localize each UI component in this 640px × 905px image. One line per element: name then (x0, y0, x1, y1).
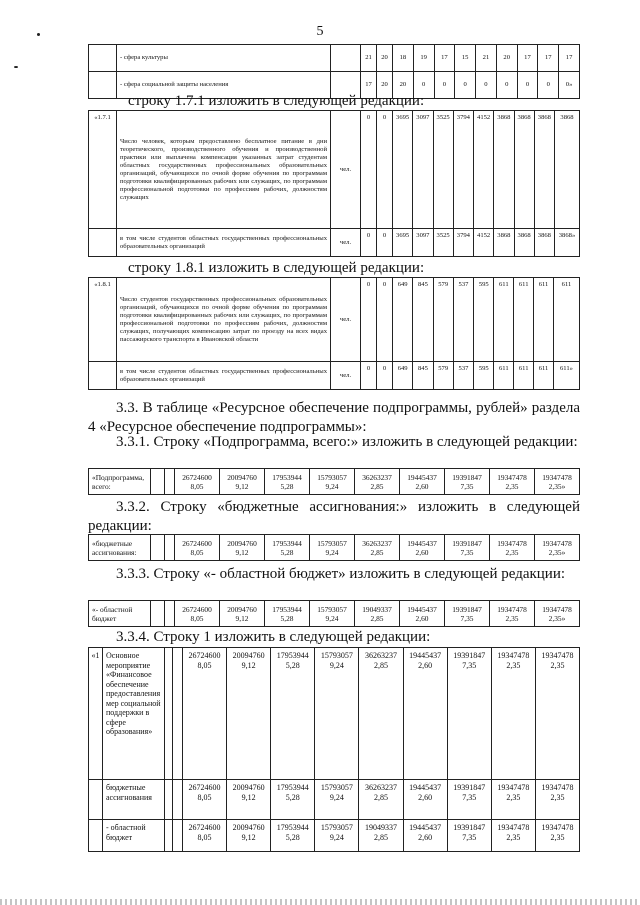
table-row (89, 648, 580, 780)
amount-integer: 19347478 (497, 823, 530, 832)
row-label: - областной бюджет (103, 820, 165, 852)
row-code (89, 229, 117, 257)
amount-fraction: 2,85 (370, 547, 384, 557)
amount-cell (315, 820, 359, 852)
amount-cell (535, 820, 579, 852)
value-cell: 611» (553, 362, 579, 390)
row-code: «1.8.1 (89, 278, 117, 362)
amount-cell (445, 469, 490, 495)
value-cell: 0 (361, 229, 377, 257)
amount-fraction: 2,60 (415, 481, 429, 491)
paragraph-3-3-2: 3.3.2. Строку «бюджетные ассигнования:» изложить в следующей редакции: (88, 499, 580, 534)
value-cell: 3794 (453, 229, 473, 257)
value-cell: 3868 (534, 111, 554, 229)
value-cell: 4152 (474, 111, 494, 229)
amount-cell (265, 601, 310, 627)
value-cell: 0 (361, 362, 377, 390)
amount-cell (403, 648, 447, 780)
amount-cell (535, 648, 579, 780)
amount-integer: 17953944 (276, 651, 309, 660)
value-cell: 0 (455, 72, 476, 99)
amount-cell (490, 601, 535, 627)
row-unit: чел. (331, 229, 361, 257)
amount-integer: 19347478 (541, 823, 574, 832)
row-description: в том числе студентов областных государственных профессиональных образовательных организаций (117, 362, 331, 390)
value-cell: 3868» (555, 229, 580, 257)
value-cell: 3695 (393, 111, 413, 229)
row-code (89, 780, 103, 820)
amount-integer: 19391847 (453, 823, 486, 832)
amount-cell (271, 820, 315, 852)
amount-cell (271, 780, 315, 820)
budget-row-regional (88, 600, 580, 627)
table-row (89, 780, 580, 820)
table-row (89, 111, 580, 229)
amount-integer: 20094760 (227, 604, 257, 614)
amount-cell (265, 535, 310, 561)
amount-cell (491, 780, 535, 820)
amount-integer: 36263237 (364, 783, 397, 792)
amount-integer: 19347478 (497, 472, 527, 482)
amount-fraction: 2,35 (550, 792, 565, 802)
amount-fraction: 2,35 (505, 547, 519, 557)
blank-cell (165, 820, 173, 852)
amount-fraction: 8,05 (197, 792, 212, 802)
value-cell: 0 (413, 72, 434, 99)
amount-integer: 19391847 (453, 783, 486, 792)
amount-fraction: 9,12 (241, 660, 256, 670)
value-cell: 611 (514, 278, 534, 362)
amount-fraction: 8,05 (197, 660, 212, 670)
row-label: Основное мероприятие «Финансовое обеспечение предоставления мер социальной поддержки в сфере образования» (103, 648, 165, 780)
value-cell: 611 (553, 278, 579, 362)
amount-fraction: 9,12 (235, 481, 249, 491)
table-row (89, 820, 580, 852)
amount-cell (359, 780, 403, 820)
amount-integer: 15793057 (317, 538, 347, 548)
value-cell: 0» (559, 72, 580, 99)
blank-cell (165, 601, 175, 627)
amount-fraction: 2,85 (373, 832, 388, 842)
amount-fraction: 5,28 (280, 613, 294, 623)
value-cell: 611 (494, 362, 514, 390)
table-row (89, 229, 580, 257)
table-row (89, 601, 580, 627)
value-cell: 611 (494, 278, 514, 362)
value-cell: 845 (413, 362, 433, 390)
row-unit: чел. (331, 278, 361, 362)
amount-fraction: 9,12 (235, 613, 249, 623)
amount-fraction: 9,24 (329, 832, 344, 842)
amount-fraction: 8,05 (197, 832, 212, 842)
budget-table-row-1 (88, 647, 580, 852)
value-cell: 15 (455, 45, 476, 72)
value-cell: 20 (377, 72, 393, 99)
value-cell: 20 (377, 45, 393, 72)
row-code (89, 362, 117, 390)
row-unit (331, 45, 361, 72)
blank-cell (165, 469, 175, 495)
amount-fraction: 2,35 (505, 481, 519, 491)
amount-fraction: 9,12 (241, 832, 256, 842)
amount-integer: 26724600 (188, 783, 221, 792)
value-cell: 595 (474, 278, 494, 362)
amount-cell (403, 820, 447, 852)
amount-fraction: 2,60 (418, 660, 433, 670)
amount-cell (491, 648, 535, 780)
value-cell: 537 (453, 362, 473, 390)
value-cell: 21 (361, 45, 377, 72)
row-unit: чел. (331, 362, 361, 390)
amount-cell (227, 820, 271, 852)
amount-cell (265, 469, 310, 495)
value-cell: 0 (377, 278, 393, 362)
amount-integer: 36263237 (362, 472, 392, 482)
amount-cell (535, 780, 579, 820)
amount-cell (220, 601, 265, 627)
amount-fraction: 2,35» (548, 481, 566, 491)
amount-integer: 20094760 (232, 823, 265, 832)
value-cell: 3868 (494, 111, 514, 229)
blank-cell (151, 535, 165, 561)
scan-speck (14, 66, 18, 68)
value-cell: 579 (433, 278, 453, 362)
amount-integer: 19347478 (541, 651, 574, 660)
amount-fraction: 2,60 (418, 832, 433, 842)
amount-fraction: 8,05 (190, 481, 204, 491)
amount-fraction: 9,24 (329, 660, 344, 670)
amount-integer: 20094760 (232, 651, 265, 660)
amount-cell (220, 469, 265, 495)
value-cell: 537 (453, 278, 473, 362)
value-cell: 3097 (413, 111, 433, 229)
value-cell: 17 (361, 72, 377, 99)
amount-integer: 15793057 (317, 472, 347, 482)
value-cell: 17 (559, 45, 580, 72)
amount-cell (355, 601, 400, 627)
amount-fraction: 8,05 (190, 613, 204, 623)
blank-cell (165, 648, 173, 780)
indicator-table-1-8-1 (88, 277, 580, 390)
budget-row-subprogram (88, 468, 580, 495)
row-label: бюджетные ассигнования (103, 780, 165, 820)
paragraph-3-3-1: 3.3.1. Строку «Подпрограмма, всего:» изложить в следующей редакции: (116, 434, 578, 450)
amount-fraction: 2,35 (506, 660, 521, 670)
amount-integer: 17953944 (276, 823, 309, 832)
amount-cell (491, 820, 535, 852)
amount-fraction: 2,60 (415, 547, 429, 557)
amount-fraction: 7,35 (460, 547, 474, 557)
value-cell: 21 (476, 45, 497, 72)
row-description: Число студентов государственных профессиональных образовательных организаций, обучающихся по очной форме обучения по программам подготовки квалифицированных рабочих или служащих, по программам профессиональной подготовки по профессиям рабочих, должностям служащих, получающих компенсацию затрат по проезду на всех видах пассажирского транспорта в Ивановской области (117, 278, 331, 362)
row-code (89, 820, 103, 852)
blank-cell (173, 780, 183, 820)
amount-cell (400, 469, 445, 495)
amount-fraction: 5,28 (285, 660, 300, 670)
heading-1-7-1: строку 1.7.1 изложить в следующей редакции: (128, 93, 425, 109)
amount-fraction: 7,35 (460, 613, 474, 623)
amount-integer: 20094760 (227, 538, 257, 548)
amount-integer: 19445437 (409, 783, 442, 792)
value-cell: 3525 (433, 111, 453, 229)
amount-cell (400, 535, 445, 561)
value-cell: 3868 (534, 229, 554, 257)
amount-fraction: 7,35 (460, 481, 474, 491)
row-description: в том числе студентов областных государственных профессиональных образовательных организаций (117, 229, 331, 257)
amount-fraction: 2,35 (550, 832, 565, 842)
amount-fraction: 7,35 (462, 792, 477, 802)
amount-fraction: 2,35 (506, 792, 521, 802)
amount-fraction: 7,35 (462, 660, 477, 670)
row-label: «- областной бюджет (89, 601, 151, 627)
value-cell: 0 (517, 72, 538, 99)
amount-integer: 20094760 (227, 472, 257, 482)
amount-integer: 36263237 (364, 651, 397, 660)
row-description: - сфера культуры (117, 45, 331, 72)
amount-integer: 19391847 (453, 651, 486, 660)
amount-fraction: 2,85 (373, 792, 388, 802)
value-cell: 20 (496, 45, 517, 72)
value-cell: 17 (434, 45, 455, 72)
amount-cell (403, 780, 447, 820)
amount-cell (175, 535, 220, 561)
amount-cell (359, 820, 403, 852)
row-code (89, 45, 117, 72)
value-cell: 0 (476, 72, 497, 99)
amount-cell (490, 469, 535, 495)
amount-cell (183, 648, 227, 780)
amount-fraction: 5,28 (285, 832, 300, 842)
blank-cell (165, 780, 173, 820)
amount-integer: 19445437 (407, 604, 437, 614)
row-description: - сфера социальной защиты населения (117, 72, 331, 99)
value-cell: 0 (496, 72, 517, 99)
row-code: «1.7.1 (89, 111, 117, 229)
amount-integer: 19391847 (452, 472, 482, 482)
amount-fraction: 9,24 (329, 792, 344, 802)
value-cell: 0 (377, 111, 393, 229)
amount-cell (183, 820, 227, 852)
amount-cell (445, 601, 490, 627)
amount-integer: 15793057 (320, 783, 353, 792)
row-code (89, 72, 117, 99)
amount-integer: 19445437 (409, 823, 442, 832)
amount-fraction: 2,85 (373, 660, 388, 670)
value-cell: 3525 (433, 229, 453, 257)
value-cell: 17 (517, 45, 538, 72)
amount-integer: 15793057 (320, 823, 353, 832)
amount-cell (355, 469, 400, 495)
amount-integer: 19347478 (541, 783, 574, 792)
amount-cell (359, 648, 403, 780)
blank-cell (173, 648, 183, 780)
amount-integer: 26724600 (188, 823, 221, 832)
amount-fraction: 5,28 (280, 547, 294, 557)
amount-fraction: 9,24 (325, 481, 339, 491)
table-row (89, 535, 580, 561)
blank-cell (151, 469, 165, 495)
value-cell: 3794 (453, 111, 473, 229)
value-cell: 3868 (514, 111, 534, 229)
amount-integer: 26724600 (182, 472, 212, 482)
value-cell: 845 (413, 278, 433, 362)
paragraph-3-3-4: 3.3.4. Строку 1 изложить в следующей редакции: (116, 629, 431, 645)
value-cell: 0 (377, 229, 393, 257)
amount-integer: 17953944 (272, 538, 302, 548)
amount-integer: 19445437 (409, 651, 442, 660)
value-cell: 611 (514, 362, 534, 390)
value-cell: 579 (433, 362, 453, 390)
amount-integer: 19445437 (407, 472, 437, 482)
amount-integer: 19049337 (364, 823, 397, 832)
value-cell: 20 (393, 72, 414, 99)
amount-integer: 19347478 (542, 538, 572, 548)
amount-fraction: 2,35» (548, 613, 566, 623)
amount-fraction: 2,35 (550, 660, 565, 670)
paragraph-3-3-3: 3.3.3. Строку «- областной бюджет» изложить в следующей редакции: (116, 566, 566, 582)
scan-speck (37, 33, 40, 36)
page-number: 5 (316, 24, 324, 39)
row-label: «бюджетные ассигнования: (89, 535, 151, 561)
amount-fraction: 2,60 (415, 613, 429, 623)
amount-cell (315, 780, 359, 820)
paragraph-3-3: 3.3. В таблице «Ресурсное обеспечение подпрограммы, рублей» раздела 4 «Ресурсное обеспечение подпрограммы»: (88, 400, 580, 435)
row-unit: чел. (331, 111, 361, 229)
amount-fraction: 2,35 (506, 832, 521, 842)
value-cell: 0 (361, 111, 377, 229)
amount-integer: 26724600 (188, 651, 221, 660)
amount-integer: 19347478 (542, 604, 572, 614)
amount-cell (447, 648, 491, 780)
value-cell: 19 (413, 45, 434, 72)
amount-cell (227, 780, 271, 820)
amount-fraction: 9,24 (325, 613, 339, 623)
table-row (89, 278, 580, 362)
amount-cell (310, 535, 355, 561)
amount-cell (310, 601, 355, 627)
amount-cell (175, 469, 220, 495)
heading-1-8-1: строку 1.8.1 изложить в следующей редакции: (128, 260, 425, 276)
amount-integer: 17953944 (272, 472, 302, 482)
amount-integer: 26724600 (182, 538, 212, 548)
amount-cell (355, 535, 400, 561)
table-row (89, 45, 580, 72)
amount-cell (310, 469, 355, 495)
amount-integer: 19391847 (452, 538, 482, 548)
amount-integer: 15793057 (317, 604, 347, 614)
value-cell: 0 (361, 278, 377, 362)
amount-fraction: 2,60 (418, 792, 433, 802)
amount-integer: 17953944 (276, 783, 309, 792)
value-cell: 611 (534, 278, 554, 362)
amount-cell (490, 535, 535, 561)
amount-cell (315, 648, 359, 780)
scan-bottom-edge (0, 899, 640, 905)
amount-fraction: 5,28 (285, 792, 300, 802)
amount-integer: 19347478 (542, 472, 572, 482)
amount-cell (227, 648, 271, 780)
value-cell: 0 (538, 72, 559, 99)
amount-fraction: 7,35 (462, 832, 477, 842)
amount-cell (447, 820, 491, 852)
value-cell: 595 (474, 362, 494, 390)
amount-cell (220, 535, 265, 561)
row-code: «1 (89, 648, 103, 780)
amount-integer: 36263237 (362, 538, 392, 548)
amount-integer: 17953944 (272, 604, 302, 614)
value-cell: 4152 (474, 229, 494, 257)
row-description: Число человек, которым предоставлено бесплатное питание в дни теоретического, производственного обучения и производственной практики или выплачена компенсация указанных затрат студентам областных государственных профессиональных образовательных организаций, обучающихся по очной форме обучения по программам подготовки квалифицированных рабочих или служащих, по программам профессиональной подготовки по профессиям рабочих, должностям служащих (117, 111, 331, 229)
amount-cell (535, 469, 580, 495)
amount-cell (535, 601, 580, 627)
table-row (89, 362, 580, 390)
amount-fraction: 9,12 (241, 792, 256, 802)
row-label: «Подпрограмма, всего: (89, 469, 151, 495)
amount-cell (271, 648, 315, 780)
value-cell: 18 (393, 45, 414, 72)
amount-integer: 19391847 (452, 604, 482, 614)
value-cell: 3097 (413, 229, 433, 257)
amount-cell (445, 535, 490, 561)
value-cell: 3868 (555, 111, 580, 229)
value-cell: 611 (534, 362, 554, 390)
amount-integer: 15793057 (320, 651, 353, 660)
amount-integer: 19347478 (497, 538, 527, 548)
budget-row-assignments (88, 534, 580, 561)
value-cell: 3868 (494, 229, 514, 257)
amount-cell (535, 535, 580, 561)
blank-cell (173, 820, 183, 852)
amount-integer: 20094760 (232, 783, 265, 792)
table-row (89, 469, 580, 495)
blank-cell (165, 535, 175, 561)
value-cell: 649 (393, 362, 413, 390)
amount-fraction: 5,28 (280, 481, 294, 491)
amount-cell (183, 780, 227, 820)
amount-fraction: 2,35 (505, 613, 519, 623)
blank-cell (151, 601, 165, 627)
value-cell: 0 (377, 362, 393, 390)
amount-cell (400, 601, 445, 627)
value-cell: 649 (393, 278, 413, 362)
value-cell: 0 (434, 72, 455, 99)
amount-integer: 26724600 (182, 604, 212, 614)
amount-fraction: 9,12 (235, 547, 249, 557)
indicator-table-continued (88, 44, 580, 99)
amount-integer: 19445437 (407, 538, 437, 548)
amount-fraction: 8,05 (190, 547, 204, 557)
amount-integer: 19347478 (497, 604, 527, 614)
amount-integer: 19347478 (497, 651, 530, 660)
amount-integer: 19049337 (362, 604, 392, 614)
amount-integer: 19347478 (497, 783, 530, 792)
amount-cell (447, 780, 491, 820)
amount-fraction: 2,85 (370, 481, 384, 491)
indicator-table-1-7-1 (88, 110, 580, 257)
value-cell: 3868 (514, 229, 534, 257)
amount-cell (175, 601, 220, 627)
amount-fraction: 9,24 (325, 547, 339, 557)
value-cell: 17 (538, 45, 559, 72)
amount-fraction: 2,35» (548, 547, 566, 557)
value-cell: 3695 (393, 229, 413, 257)
amount-fraction: 2,85 (370, 613, 384, 623)
